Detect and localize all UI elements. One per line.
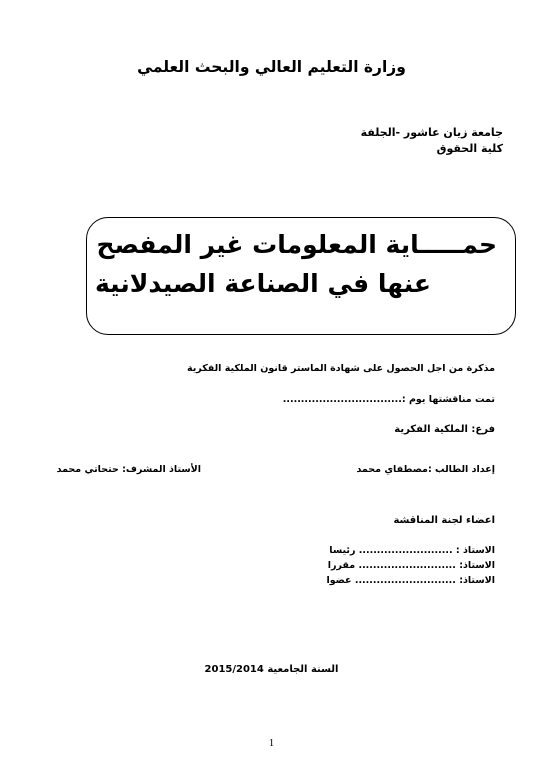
student-name: إعداد الطالب :مصطفاي محمد [356, 464, 495, 475]
discussion-date: تمت مناقشتها يوم :................................. [282, 394, 495, 405]
committee-member: الاستاذ: ............................ عضوا [326, 575, 495, 586]
committee-title: اعضاء لجنة المناقشة [393, 515, 495, 526]
title-box [86, 217, 516, 335]
ministry-name: وزارة التعليم العالي والبحث العلمي [137, 58, 406, 76]
university-name: جامعة زيان عاشور -الجلفة [360, 126, 503, 139]
thesis-title-line-1: حمـــــاية المعلومات غير المفصح [96, 230, 497, 259]
committee-member: الاستاذ : .......................... رئيسا [329, 545, 495, 556]
academic-year: السنة الجامعية 2015/2014 [204, 664, 339, 675]
committee-member: الاستاذ: ........................... مقررا [327, 560, 495, 571]
faculty-name: كلية الحقوق [436, 142, 503, 155]
branch-label: فرع: الملكية الفكرية [394, 424, 495, 435]
thesis-note: مذكرة من اجل الحصول على شهادة الماستر قانون الملكية الفكرية [186, 363, 495, 374]
page-number: 1 [268, 737, 275, 749]
supervisor-name: الأستاذ المشرف: حتحاتي محمد [56, 464, 201, 475]
thesis-title-line-2: عنها في الصناعة الصيدلانية [95, 269, 431, 298]
